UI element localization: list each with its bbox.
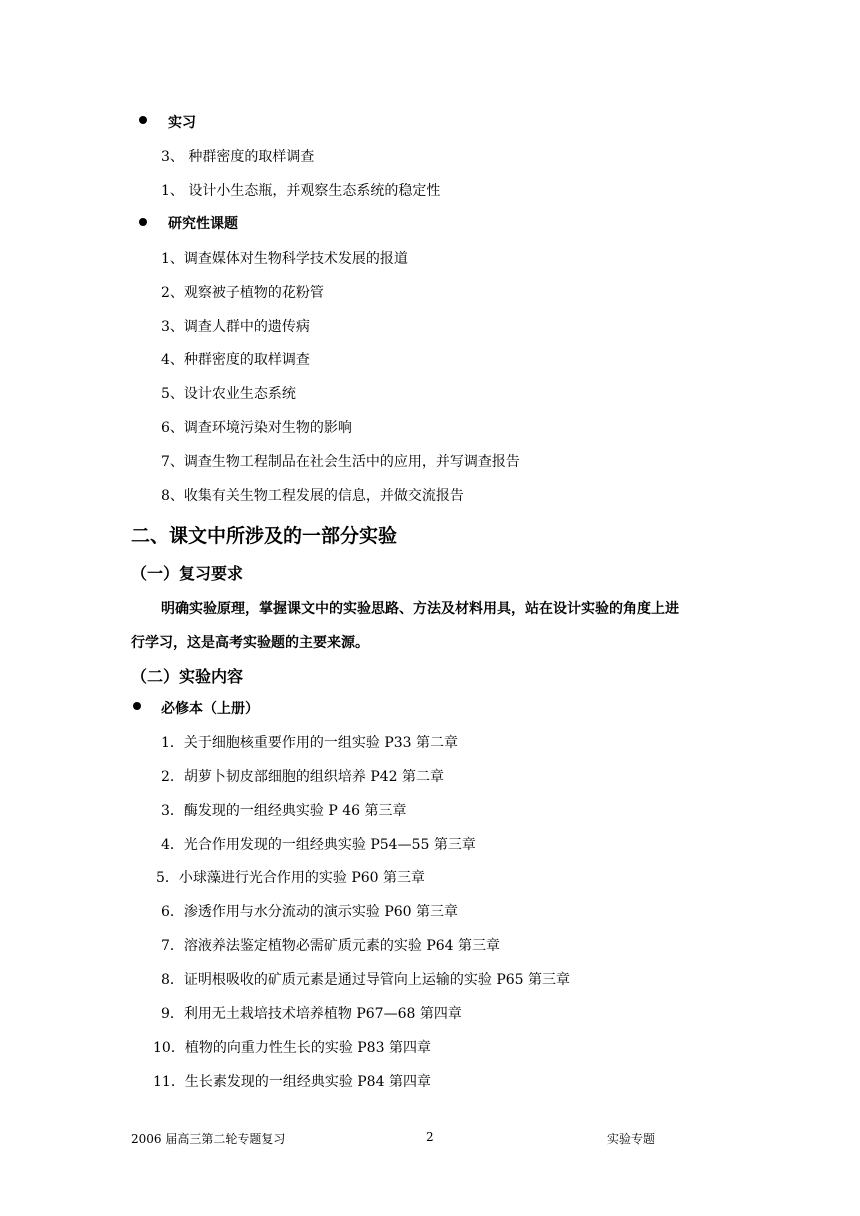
footer-left: 2006 届高三第二轮专题复习 [131, 1132, 286, 1146]
list-item: 5、设计农业生态系统 [161, 386, 296, 402]
list-item: 2、观察被子植物的花粉管 [161, 285, 324, 301]
subsection-heading-review: （一）复习要求 [131, 564, 244, 583]
list-item: 8、收集有关生物工程发展的信息，并做交流报告 [161, 488, 464, 504]
section-heading-practice: 实习 [168, 115, 196, 131]
list-item: 3、调查人群中的遗传病 [161, 319, 310, 335]
page-number: 2 [426, 1130, 434, 1144]
list-item: 7．溶液养法鉴定植物必需矿质元素的实验 P64 第三章 [161, 938, 501, 954]
list-item: 2．胡萝卜韧皮部细胞的组织培养 P42 第二章 [161, 769, 445, 785]
list-item: 3、 种群密度的取样调查 [161, 149, 315, 165]
list-item: 1、 设计小生态瓶，并观察生态系统的稳定性 [161, 183, 441, 199]
list-item: 4、种群密度的取样调查 [161, 352, 310, 368]
list-item: 5．小球藻进行光合作用的实验 P60 第三章 [156, 870, 426, 886]
section-title: 二、课文中所涉及的一部分实验 [131, 525, 398, 547]
footer-right: 实验专题 [607, 1132, 656, 1146]
list-item: 11．生长素发现的一组经典实验 P84 第四章 [153, 1074, 431, 1090]
section-heading-research: 研究性课题 [168, 216, 238, 232]
list-item: 7、调查生物工程制品在社会生活中的应用，并写调查报告 [161, 454, 520, 470]
list-item: 8．证明根吸收的矿质元素是通过导管向上运输的实验 P65 第三章 [161, 972, 571, 988]
paragraph-line: 行学习，这是高考实验题的主要来源。 [131, 635, 369, 651]
list-item: 3．酶发现的一组经典实验 P 46 第三章 [161, 803, 407, 819]
paragraph-line: 明确实验原理，掌握课文中的实验思路、方法及材料用具，站在设计实验的角度上进 [161, 601, 679, 617]
bullet-icon [133, 702, 141, 710]
list-item: 6．渗透作用与水分流动的演示实验 P60 第三章 [161, 904, 459, 920]
list-item: 4．光合作用发现的一组经典实验 P54—55 第三章 [161, 837, 476, 853]
sub-heading-textbook: 必修本（上册） [161, 701, 259, 717]
list-item: 6、调查环境污染对生物的影响 [161, 420, 352, 436]
bullet-icon [139, 116, 147, 124]
list-item: 1．关于细胞核重要作用的一组实验 P33 第二章 [161, 735, 459, 751]
list-item: 1、调查媒体对生物科学技术发展的报道 [161, 251, 408, 267]
subsection-heading-content: （二）实验内容 [131, 667, 244, 686]
list-item: 10．植物的向重力性生长的实验 P83 第四章 [153, 1040, 431, 1056]
list-item: 9．利用无土栽培技术培养植物 P67—68 第四章 [161, 1006, 462, 1022]
bullet-icon [139, 218, 147, 226]
